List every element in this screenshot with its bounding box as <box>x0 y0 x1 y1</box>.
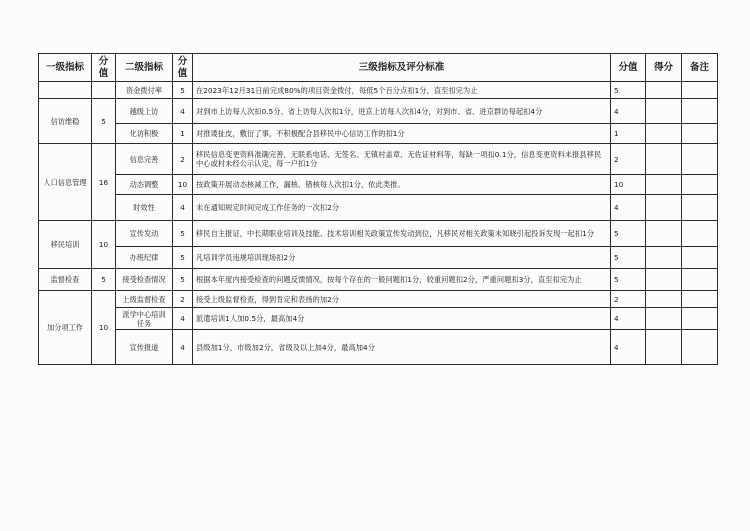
table-row <box>39 308 718 330</box>
header-level1: 一级指标 <box>39 54 92 82</box>
level1-score-cell: 5 <box>92 99 116 144</box>
level2-cell: 资金拨付率 <box>116 82 173 99</box>
got-score-cell <box>646 124 682 144</box>
level2-score-cell: 4 <box>173 330 193 365</box>
header-level3: 三级指标及评分标准 <box>193 54 611 82</box>
criteria-cell: 对推诿扯皮，敷衍了事，不积极配合县移民中心信访工作的扣1分 <box>193 124 611 144</box>
remark-cell <box>682 247 718 269</box>
points-cell: 2 <box>611 291 646 308</box>
table-row <box>39 124 718 144</box>
table-row <box>39 269 718 291</box>
table-row <box>39 144 718 175</box>
remark-cell <box>682 308 718 330</box>
level2-cell: 办班纪律 <box>116 247 173 269</box>
level2-score-cell: 4 <box>173 99 193 124</box>
level2-cell: 上级监督检查 <box>116 291 173 308</box>
remark-cell <box>682 82 718 99</box>
criteria-cell: 县级加1分，市级加2分，省级及以上加4分，最高加4分 <box>193 330 611 365</box>
remark-cell <box>682 175 718 195</box>
remark-cell <box>682 195 718 221</box>
got-score-cell <box>646 269 682 291</box>
remark-cell <box>682 99 718 124</box>
level2-score-cell: 2 <box>173 291 193 308</box>
got-score-cell <box>646 175 682 195</box>
level1-cell: 信访维稳 <box>39 99 92 144</box>
header-got: 得分 <box>646 54 682 82</box>
score-table <box>38 53 718 365</box>
points-cell: 5 <box>611 221 646 247</box>
got-score-cell <box>646 330 682 365</box>
level1-score-cell: 10 <box>92 221 116 269</box>
remark-cell <box>682 269 718 291</box>
table-header-row <box>39 54 718 82</box>
remark-cell <box>682 291 718 308</box>
got-score-cell <box>646 99 682 124</box>
criteria-cell: 根据本年度内接受检查的问题反馈情况，按每个存在的一般问题扣1分，较重问题扣2分，严重问题扣3分，直至扣完为止 <box>193 269 611 291</box>
criteria-cell: 在2023年12月31日前完成80%的项目资金拨付，每低5个百分点扣1分，直至扣完为止 <box>193 82 611 99</box>
points-cell: 5 <box>611 82 646 99</box>
level2-cell: 信息完善 <box>116 144 173 175</box>
level2-score-cell: 4 <box>173 308 193 330</box>
got-score-cell <box>646 195 682 221</box>
criteria-cell: 未在通知规定时间完成工作任务的一次扣2分 <box>193 195 611 221</box>
level2-cell: 化访积极 <box>116 124 173 144</box>
header-points: 分值 <box>611 54 646 82</box>
points-cell: 10 <box>611 175 646 195</box>
level1-cell: 监督检查 <box>39 269 92 291</box>
header-score2: 分值 <box>173 54 193 82</box>
level2-cell: 时效性 <box>116 195 173 221</box>
table-row <box>39 291 718 308</box>
level1-score-cell <box>92 82 116 99</box>
level2-score-cell: 5 <box>173 247 193 269</box>
remark-cell <box>682 330 718 365</box>
level1-cell: 人口信息管理 <box>39 144 92 221</box>
header-remark: 备注 <box>682 54 718 82</box>
level2-cell: 动态调整 <box>116 175 173 195</box>
table-row <box>39 99 718 124</box>
header-level2: 二级指标 <box>116 54 173 82</box>
points-cell: 4 <box>611 330 646 365</box>
criteria-cell: 接受上级监督检查，得到肯定和表扬的加2分 <box>193 291 611 308</box>
criteria-cell: 移民自主报证，中长期职业培训及技能、技术培训相关政策宣传发动到位，凡移民对相关政策未知晓引起投诉发现一起扣1分 <box>193 221 611 247</box>
level2-cell: 宣传报道 <box>116 330 173 365</box>
level2-score-cell: 10 <box>173 175 193 195</box>
points-cell: 4 <box>611 195 646 221</box>
remark-cell <box>682 124 718 144</box>
table-row <box>39 330 718 365</box>
table-row <box>39 175 718 195</box>
level2-cell: 越级上访 <box>116 99 173 124</box>
level1-cell <box>39 82 92 99</box>
criteria-cell: 凡培训学员违规培训现场扣2分 <box>193 247 611 269</box>
level1-score-cell: 10 <box>92 291 116 365</box>
points-cell: 4 <box>611 99 646 124</box>
points-cell: 5 <box>611 269 646 291</box>
points-cell: 1 <box>611 124 646 144</box>
criteria-cell: 移民信息变更资料准确完善，无联系电话、无签名、无镇村盖章、无佐证材料等，每缺一项扣0.1分，信息变更资料未报县移民中心或村未经公示认定，每一户扣1分 <box>193 144 611 175</box>
level2-score-cell: 4 <box>173 195 193 221</box>
points-cell: 4 <box>611 308 646 330</box>
table-row <box>39 82 718 99</box>
criteria-cell: 对到市上访每人次扣0.5分、省上访每人次扣1分，进京上访每人次扣4分，对到市、省、进京群访每起扣4分 <box>193 99 611 124</box>
table-row <box>39 221 718 247</box>
criteria-cell: 按政策开展动态核减工作，漏核、错核每人次扣1分，依此类推。 <box>193 175 611 195</box>
level2-score-cell: 5 <box>173 269 193 291</box>
table-row <box>39 195 718 221</box>
level1-score-cell: 5 <box>92 269 116 291</box>
level2-score-cell: 1 <box>173 124 193 144</box>
got-score-cell <box>646 221 682 247</box>
criteria-cell: 派遣培训1人加0.5分，最高加4分 <box>193 308 611 330</box>
got-score-cell <box>646 308 682 330</box>
remark-cell <box>682 221 718 247</box>
level1-cell: 加分项工作 <box>39 291 92 365</box>
level2-score-cell: 2 <box>173 144 193 175</box>
level2-cell: 宣传发动 <box>116 221 173 247</box>
got-score-cell <box>646 247 682 269</box>
level1-cell: 移民培训 <box>39 221 92 269</box>
got-score-cell <box>646 144 682 175</box>
level2-cell: 接受检查情况 <box>116 269 173 291</box>
got-score-cell <box>646 82 682 99</box>
level2-score-cell: 5 <box>173 82 193 99</box>
points-cell: 2 <box>611 144 646 175</box>
header-score1: 分值 <box>92 54 116 82</box>
level2-score-cell: 5 <box>173 221 193 247</box>
points-cell: 5 <box>611 247 646 269</box>
level2-cell: 派学中心培训任务 <box>116 308 173 330</box>
level1-score-cell: 16 <box>92 144 116 221</box>
remark-cell <box>682 144 718 175</box>
got-score-cell <box>646 291 682 308</box>
table-row <box>39 247 718 269</box>
